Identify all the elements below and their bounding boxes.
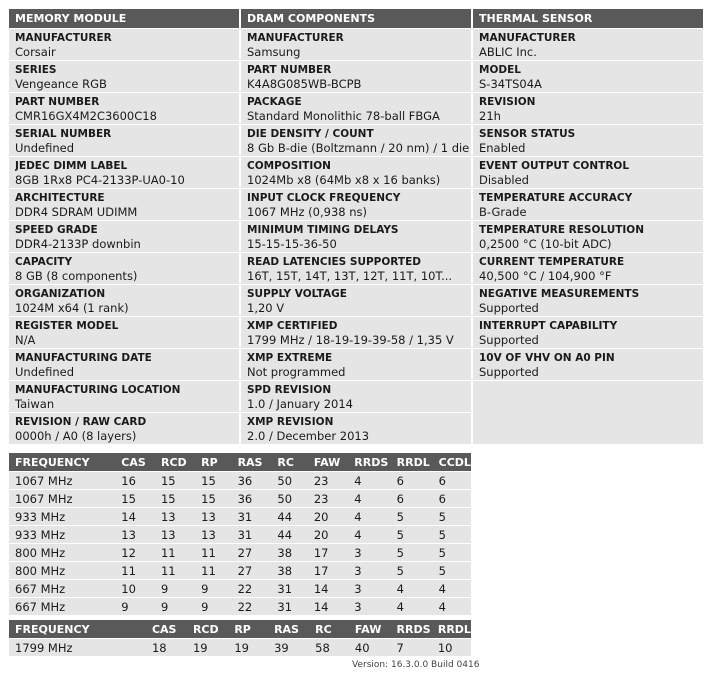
memory-module-field-label: SERIES	[15, 64, 57, 76]
dram-components-field	[241, 93, 471, 124]
jedec-timing-cell: 15	[195, 472, 231, 489]
jedec-timing-cell: 4	[348, 526, 390, 543]
jedec-timing-cell: 4	[433, 580, 471, 597]
memory-module-field-label: JEDEC DIMM LABEL	[15, 160, 128, 172]
jedec-timing-cell: 5	[391, 526, 433, 543]
jedec-timing-cell: 31	[232, 526, 272, 543]
thermal-sensor-field	[473, 61, 703, 92]
memory-module-field	[9, 285, 239, 316]
dram-components-field-label: SPD REVISION	[247, 384, 332, 396]
jedec-timing-cell: 31	[232, 508, 272, 525]
xmp-timing-column-header: RRDS	[391, 620, 432, 638]
jedec-timing-cell: 17	[308, 562, 348, 579]
jedec-timing-cell: 6	[433, 490, 471, 507]
jedec-timing-cell: 27	[232, 544, 272, 561]
dram-components-field-label: INPUT CLOCK FREQUENCY	[247, 192, 401, 204]
jedec-timing-cell: 17	[308, 544, 348, 561]
dram-components-field	[241, 157, 471, 188]
dram-components-field-value: Standard Monolithic 78-ball FBGA	[247, 109, 440, 123]
jedec-timing-cell: 15	[195, 490, 231, 507]
jedec-timing-cell: 5	[433, 526, 471, 543]
memory-module-field-value: Taiwan	[15, 397, 55, 411]
memory-module-field-label: SPEED GRADE	[15, 224, 98, 236]
thermal-sensor-field-value: Enabled	[479, 141, 526, 155]
dram-components-field-label: MANUFACTURER	[247, 32, 344, 44]
dram-components-field	[241, 221, 471, 252]
dram-components-field-label: COMPOSITION	[247, 160, 331, 172]
memory-module-field-label: ORGANIZATION	[15, 288, 106, 300]
thermal-sensor-field-label: TEMPERATURE RESOLUTION	[479, 224, 645, 236]
jedec-timing-column-header: RC	[271, 453, 307, 471]
jedec-timing-cell: 13	[155, 508, 195, 525]
xmp-timing-cell: 40	[349, 639, 391, 656]
jedec-timing-cell: 9	[195, 580, 231, 597]
jedec-timing-cell: 5	[433, 562, 471, 579]
memory-module-field-label: REGISTER MODEL	[15, 320, 119, 332]
thermal-sensor-field	[473, 93, 703, 124]
jedec-timing-cell: 5	[433, 508, 471, 525]
dram-components-field-value: 1024Mb x8 (64Mb x8 x 16 banks)	[247, 173, 441, 187]
xmp-timing-column-header: RP	[228, 620, 268, 638]
thermal-sensor-field-label: EVENT OUTPUT CONTROL	[479, 160, 630, 172]
dram-components-field	[241, 413, 471, 444]
memory-module-field-value: 0000h / A0 (8 layers)	[15, 429, 137, 443]
thermal-sensor-field-label: NEGATIVE MEASUREMENTS	[479, 288, 640, 300]
memory-module-field	[9, 189, 239, 220]
xmp-timing-cell: 10	[432, 639, 471, 656]
jedec-timing-cell: 44	[271, 526, 307, 543]
memory-module-field	[9, 125, 239, 156]
jedec-timing-cell: 4	[348, 490, 390, 507]
memory-module-field-label: SERIAL NUMBER	[15, 128, 112, 140]
jedec-timing-row	[9, 598, 471, 615]
dram-components-field	[241, 285, 471, 316]
memory-module-field-value: Vengeance RGB	[15, 77, 107, 91]
thermal-sensor-header: THERMAL SENSOR	[473, 9, 703, 28]
jedec-timing-cell: 15	[115, 490, 155, 507]
thermal-sensor-field	[473, 189, 703, 220]
memory-module-field-label: MANUFACTURING DATE	[15, 352, 152, 364]
jedec-timing-column-header: CAS	[115, 453, 155, 471]
jedec-timing-row	[9, 562, 471, 579]
memory-module-field	[9, 29, 239, 60]
jedec-timing-column-header: RCD	[155, 453, 195, 471]
xmp-timing-column-header: FAW	[349, 620, 391, 638]
jedec-timing-cell: 11	[155, 544, 195, 561]
thermal-sensor-field-label: MANUFACTURER	[479, 32, 576, 44]
jedec-timing-column-header: RRDL	[391, 453, 433, 471]
xmp-timing-column-header: RCD	[187, 620, 228, 638]
jedec-timing-cell: 800 MHz	[9, 544, 115, 561]
dram-components-field	[241, 349, 471, 380]
thermal-sensor-field-value: B-Grade	[479, 205, 527, 219]
jedec-timing-cell: 667 MHz	[9, 598, 115, 615]
jedec-timing-cell: 4	[433, 598, 471, 615]
dram-components-field-value: 1067 MHz (0,938 ns)	[247, 205, 368, 219]
memory-module-column	[9, 9, 239, 445]
jedec-timing-cell: 14	[308, 580, 348, 597]
memory-module-field-label: ARCHITECTURE	[15, 192, 105, 204]
xmp-timing-cell: 39	[268, 639, 309, 656]
memory-module-field-value: Undefined	[15, 141, 74, 155]
jedec-timing-row	[9, 526, 471, 543]
jedec-timing-cell: 6	[433, 472, 471, 489]
dram-components-field-value: Samsung	[247, 45, 301, 59]
dram-components-field	[241, 381, 471, 412]
memory-module-header: MEMORY MODULE	[9, 9, 239, 28]
memory-module-field	[9, 413, 239, 444]
thermal-sensor-field-value: Supported	[479, 301, 539, 315]
memory-module-field	[9, 317, 239, 348]
memory-module-field	[9, 349, 239, 380]
xmp-timing-column-header: RRDL	[432, 620, 471, 638]
jedec-timing-cell: 20	[308, 526, 348, 543]
dram-components-field-value: Not programmed	[247, 365, 346, 379]
dram-components-field-label: XMP REVISION	[247, 416, 334, 428]
jedec-timing-cell: 20	[308, 508, 348, 525]
dram-components-field-label: MINIMUM TIMING DELAYS	[247, 224, 399, 236]
dram-components-field-value: 1.0 / January 2014	[247, 397, 353, 411]
jedec-timing-cell: 933 MHz	[9, 526, 115, 543]
jedec-timing-cell: 933 MHz	[9, 508, 115, 525]
xmp-timing-cell: 1799 MHz	[9, 639, 146, 656]
dram-components-field	[241, 189, 471, 220]
version-label: Version: 16.3.0.0 Build 0416	[352, 660, 480, 670]
xmp-timings-header-row	[9, 620, 471, 638]
thermal-sensor-field-value: 0,2500 °C (10-bit ADC)	[479, 237, 612, 251]
jedec-timing-cell: 22	[232, 580, 272, 597]
xmp-timing-cell: 58	[309, 639, 349, 656]
thermal-sensor-field-value: Supported	[479, 333, 539, 347]
jedec-timing-cell: 13	[155, 526, 195, 543]
thermal-sensor-field	[473, 29, 703, 60]
jedec-timing-cell: 3	[348, 580, 390, 597]
jedec-timing-cell: 23	[308, 472, 348, 489]
jedec-timing-cell: 31	[271, 598, 307, 615]
thermal-sensor-field-value: 21h	[479, 109, 501, 123]
dram-components-column	[241, 9, 471, 445]
jedec-timing-column-header: CCDL	[433, 453, 471, 471]
jedec-timing-cell: 4	[391, 598, 433, 615]
xmp-timing-cell: 19	[187, 639, 228, 656]
jedec-timing-cell: 14	[308, 598, 348, 615]
xmp-timing-column-header: FREQUENCY	[9, 620, 146, 638]
jedec-timing-cell: 4	[348, 508, 390, 525]
jedec-timing-cell: 38	[271, 544, 307, 561]
jedec-timing-cell: 5	[433, 544, 471, 561]
memory-module-field	[9, 157, 239, 188]
xmp-timing-column-header: CAS	[146, 620, 187, 638]
dram-components-field	[241, 253, 471, 284]
jedec-timing-cell: 9	[155, 580, 195, 597]
jedec-timing-row	[9, 490, 471, 507]
jedec-timing-column-header: RRDS	[348, 453, 390, 471]
dram-components-field	[241, 61, 471, 92]
memory-module-field-value: Corsair	[15, 45, 56, 59]
jedec-timings-table	[9, 452, 471, 616]
jedec-timing-cell: 13	[115, 526, 155, 543]
memory-module-field-value: DDR4 SDRAM UDIMM	[15, 205, 138, 219]
jedec-timing-row	[9, 472, 471, 489]
thermal-sensor-field-value: Supported	[479, 365, 539, 379]
thermal-sensor-column	[473, 9, 703, 445]
jedec-timing-cell: 50	[271, 472, 307, 489]
jedec-timing-cell: 36	[232, 490, 272, 507]
jedec-timing-cell: 23	[308, 490, 348, 507]
jedec-timing-cell: 6	[391, 472, 433, 489]
jedec-timing-cell: 38	[271, 562, 307, 579]
jedec-timing-cell: 9	[155, 598, 195, 615]
dram-components-field-value: 1,20 V	[247, 301, 285, 315]
jedec-timing-cell: 15	[155, 472, 195, 489]
jedec-timing-cell: 11	[155, 562, 195, 579]
thermal-sensor-field-label: INTERRUPT CAPABILITY	[479, 320, 618, 332]
jedec-timing-column-header: RP	[195, 453, 231, 471]
thermal-sensor-field	[473, 125, 703, 156]
thermal-sensor-field-label: REVISION	[479, 96, 536, 108]
jedec-timing-row	[9, 508, 471, 525]
memory-module-field-label: PART NUMBER	[15, 96, 100, 108]
jedec-timing-cell: 4	[391, 580, 433, 597]
jedec-timing-cell: 9	[195, 598, 231, 615]
memory-module-field-value: DDR4-2133P downbin	[15, 237, 141, 251]
jedec-timings-header-row	[9, 453, 471, 471]
xmp-timings-table	[9, 619, 471, 657]
jedec-timing-cell: 14	[115, 508, 155, 525]
dram-components-field-label: SUPPLY VOLTAGE	[247, 288, 347, 300]
dram-components-field-label: DIE DENSITY / COUNT	[247, 128, 374, 140]
memory-module-field-value: CMR16GX4M2C3600C18	[15, 109, 157, 123]
thermal-sensor-field-value: 40,500 °C / 104,900 °F	[479, 269, 612, 283]
xmp-timing-cell: 19	[228, 639, 268, 656]
thermal-sensor-field-label: CURRENT TEMPERATURE	[479, 256, 625, 268]
jedec-timing-cell: 6	[391, 490, 433, 507]
xmp-timing-column-header: RAS	[268, 620, 309, 638]
memory-module-field-value: Undefined	[15, 365, 74, 379]
memory-module-field	[9, 253, 239, 284]
jedec-timing-cell: 800 MHz	[9, 562, 115, 579]
jedec-timing-cell: 12	[115, 544, 155, 561]
thermal-sensor-field	[473, 285, 703, 316]
xmp-timing-cell: 7	[391, 639, 432, 656]
jedec-timing-cell: 5	[391, 544, 433, 561]
memory-module-field	[9, 381, 239, 412]
jedec-timing-column-header: FREQUENCY	[9, 453, 115, 471]
dram-components-field-value: 15-15-15-36-50	[247, 237, 337, 251]
memory-module-field	[9, 61, 239, 92]
jedec-timing-cell: 11	[195, 544, 231, 561]
dram-components-field	[241, 317, 471, 348]
memory-module-field	[9, 221, 239, 252]
jedec-timing-cell: 36	[232, 472, 272, 489]
memory-module-field-label: MANUFACTURER	[15, 32, 112, 44]
dram-components-field-value: K4A8G085WB-BCPB	[247, 77, 362, 91]
memory-module-field-label: CAPACITY	[15, 256, 73, 268]
jedec-timing-cell: 3	[348, 598, 390, 615]
dram-components-field-label: XMP CERTIFIED	[247, 320, 338, 332]
memory-module-field-value: 8 GB (8 components)	[15, 269, 138, 283]
jedec-timing-cell: 50	[271, 490, 307, 507]
jedec-timing-cell: 22	[232, 598, 272, 615]
jedec-timing-cell: 11	[195, 562, 231, 579]
thermal-sensor-field	[473, 157, 703, 188]
dram-components-field-label: PACKAGE	[247, 96, 302, 108]
dram-components-field-value: 1799 MHz / 18-19-19-39-58 / 1,35 V	[247, 333, 454, 347]
xmp-timing-row	[9, 639, 471, 656]
jedec-timing-cell: 9	[115, 598, 155, 615]
jedec-timing-row	[9, 544, 471, 561]
jedec-timing-column-header: RAS	[232, 453, 272, 471]
thermal-sensor-field	[473, 253, 703, 284]
jedec-timing-cell: 10	[115, 580, 155, 597]
jedec-timing-cell: 1067 MHz	[9, 490, 115, 507]
dram-components-field-value: 16T, 15T, 14T, 13T, 12T, 11T, 10T...	[247, 269, 453, 283]
xmp-timing-cell: 18	[146, 639, 187, 656]
dram-components-field	[241, 29, 471, 60]
jedec-timing-cell: 3	[348, 562, 390, 579]
memory-module-field-value: N/A	[15, 333, 36, 347]
thermal-sensor-field	[473, 221, 703, 252]
dram-components-field-value: 2.0 / December 2013	[247, 429, 370, 443]
jedec-timing-cell: 16	[115, 472, 155, 489]
xmp-timing-column-header: RC	[309, 620, 349, 638]
thermal-sensor-field-label: SENSOR STATUS	[479, 128, 576, 140]
thermal-sensor-field-value: ABLIC Inc.	[479, 45, 537, 59]
memory-module-field-value: 1024M x64 (1 rank)	[15, 301, 129, 315]
jedec-timing-cell: 15	[155, 490, 195, 507]
memory-module-field-value: 8GB 1Rx8 PC4-2133P-UA0-10	[15, 173, 185, 187]
thermal-sensor-field	[473, 317, 703, 348]
dram-components-field-value: 8 Gb B-die (Boltzmann / 20 nm) / 1 die	[247, 141, 470, 155]
jedec-timing-cell: 13	[195, 526, 231, 543]
jedec-timing-cell: 667 MHz	[9, 580, 115, 597]
jedec-timing-cell: 3	[348, 544, 390, 561]
jedec-timing-cell: 5	[391, 508, 433, 525]
thermal-sensor-field-label: MODEL	[479, 64, 521, 76]
dram-components-header: DRAM COMPONENTS	[241, 9, 471, 28]
dram-components-field-label: READ LATENCIES SUPPORTED	[247, 256, 421, 268]
dram-components-field-label: PART NUMBER	[247, 64, 332, 76]
thermal-sensor-empty-area	[473, 381, 703, 444]
memory-module-field	[9, 93, 239, 124]
jedec-timing-cell: 1067 MHz	[9, 472, 115, 489]
jedec-timing-cell: 11	[115, 562, 155, 579]
jedec-timing-column-header: FAW	[308, 453, 348, 471]
dram-components-field-label: XMP EXTREME	[247, 352, 333, 364]
thermal-sensor-field-value: S-34TS04A	[479, 77, 542, 91]
jedec-timing-cell: 4	[348, 472, 390, 489]
thermal-sensor-field-value: Disabled	[479, 173, 529, 187]
thermal-sensor-field-label: 10V OF VHV ON A0 PIN	[479, 352, 615, 364]
thermal-sensor-field	[473, 349, 703, 380]
memory-module-field-label: REVISION / RAW CARD	[15, 416, 147, 428]
jedec-timing-cell: 5	[391, 562, 433, 579]
jedec-timing-cell: 27	[232, 562, 272, 579]
jedec-timing-cell: 44	[271, 508, 307, 525]
jedec-timing-cell: 31	[271, 580, 307, 597]
spd-info-panels	[9, 9, 703, 445]
thermal-sensor-field-label: TEMPERATURE ACCURACY	[479, 192, 633, 204]
dram-components-field	[241, 125, 471, 156]
jedec-timing-row	[9, 580, 471, 597]
jedec-timing-cell: 13	[195, 508, 231, 525]
memory-module-field-label: MANUFACTURING LOCATION	[15, 384, 181, 396]
